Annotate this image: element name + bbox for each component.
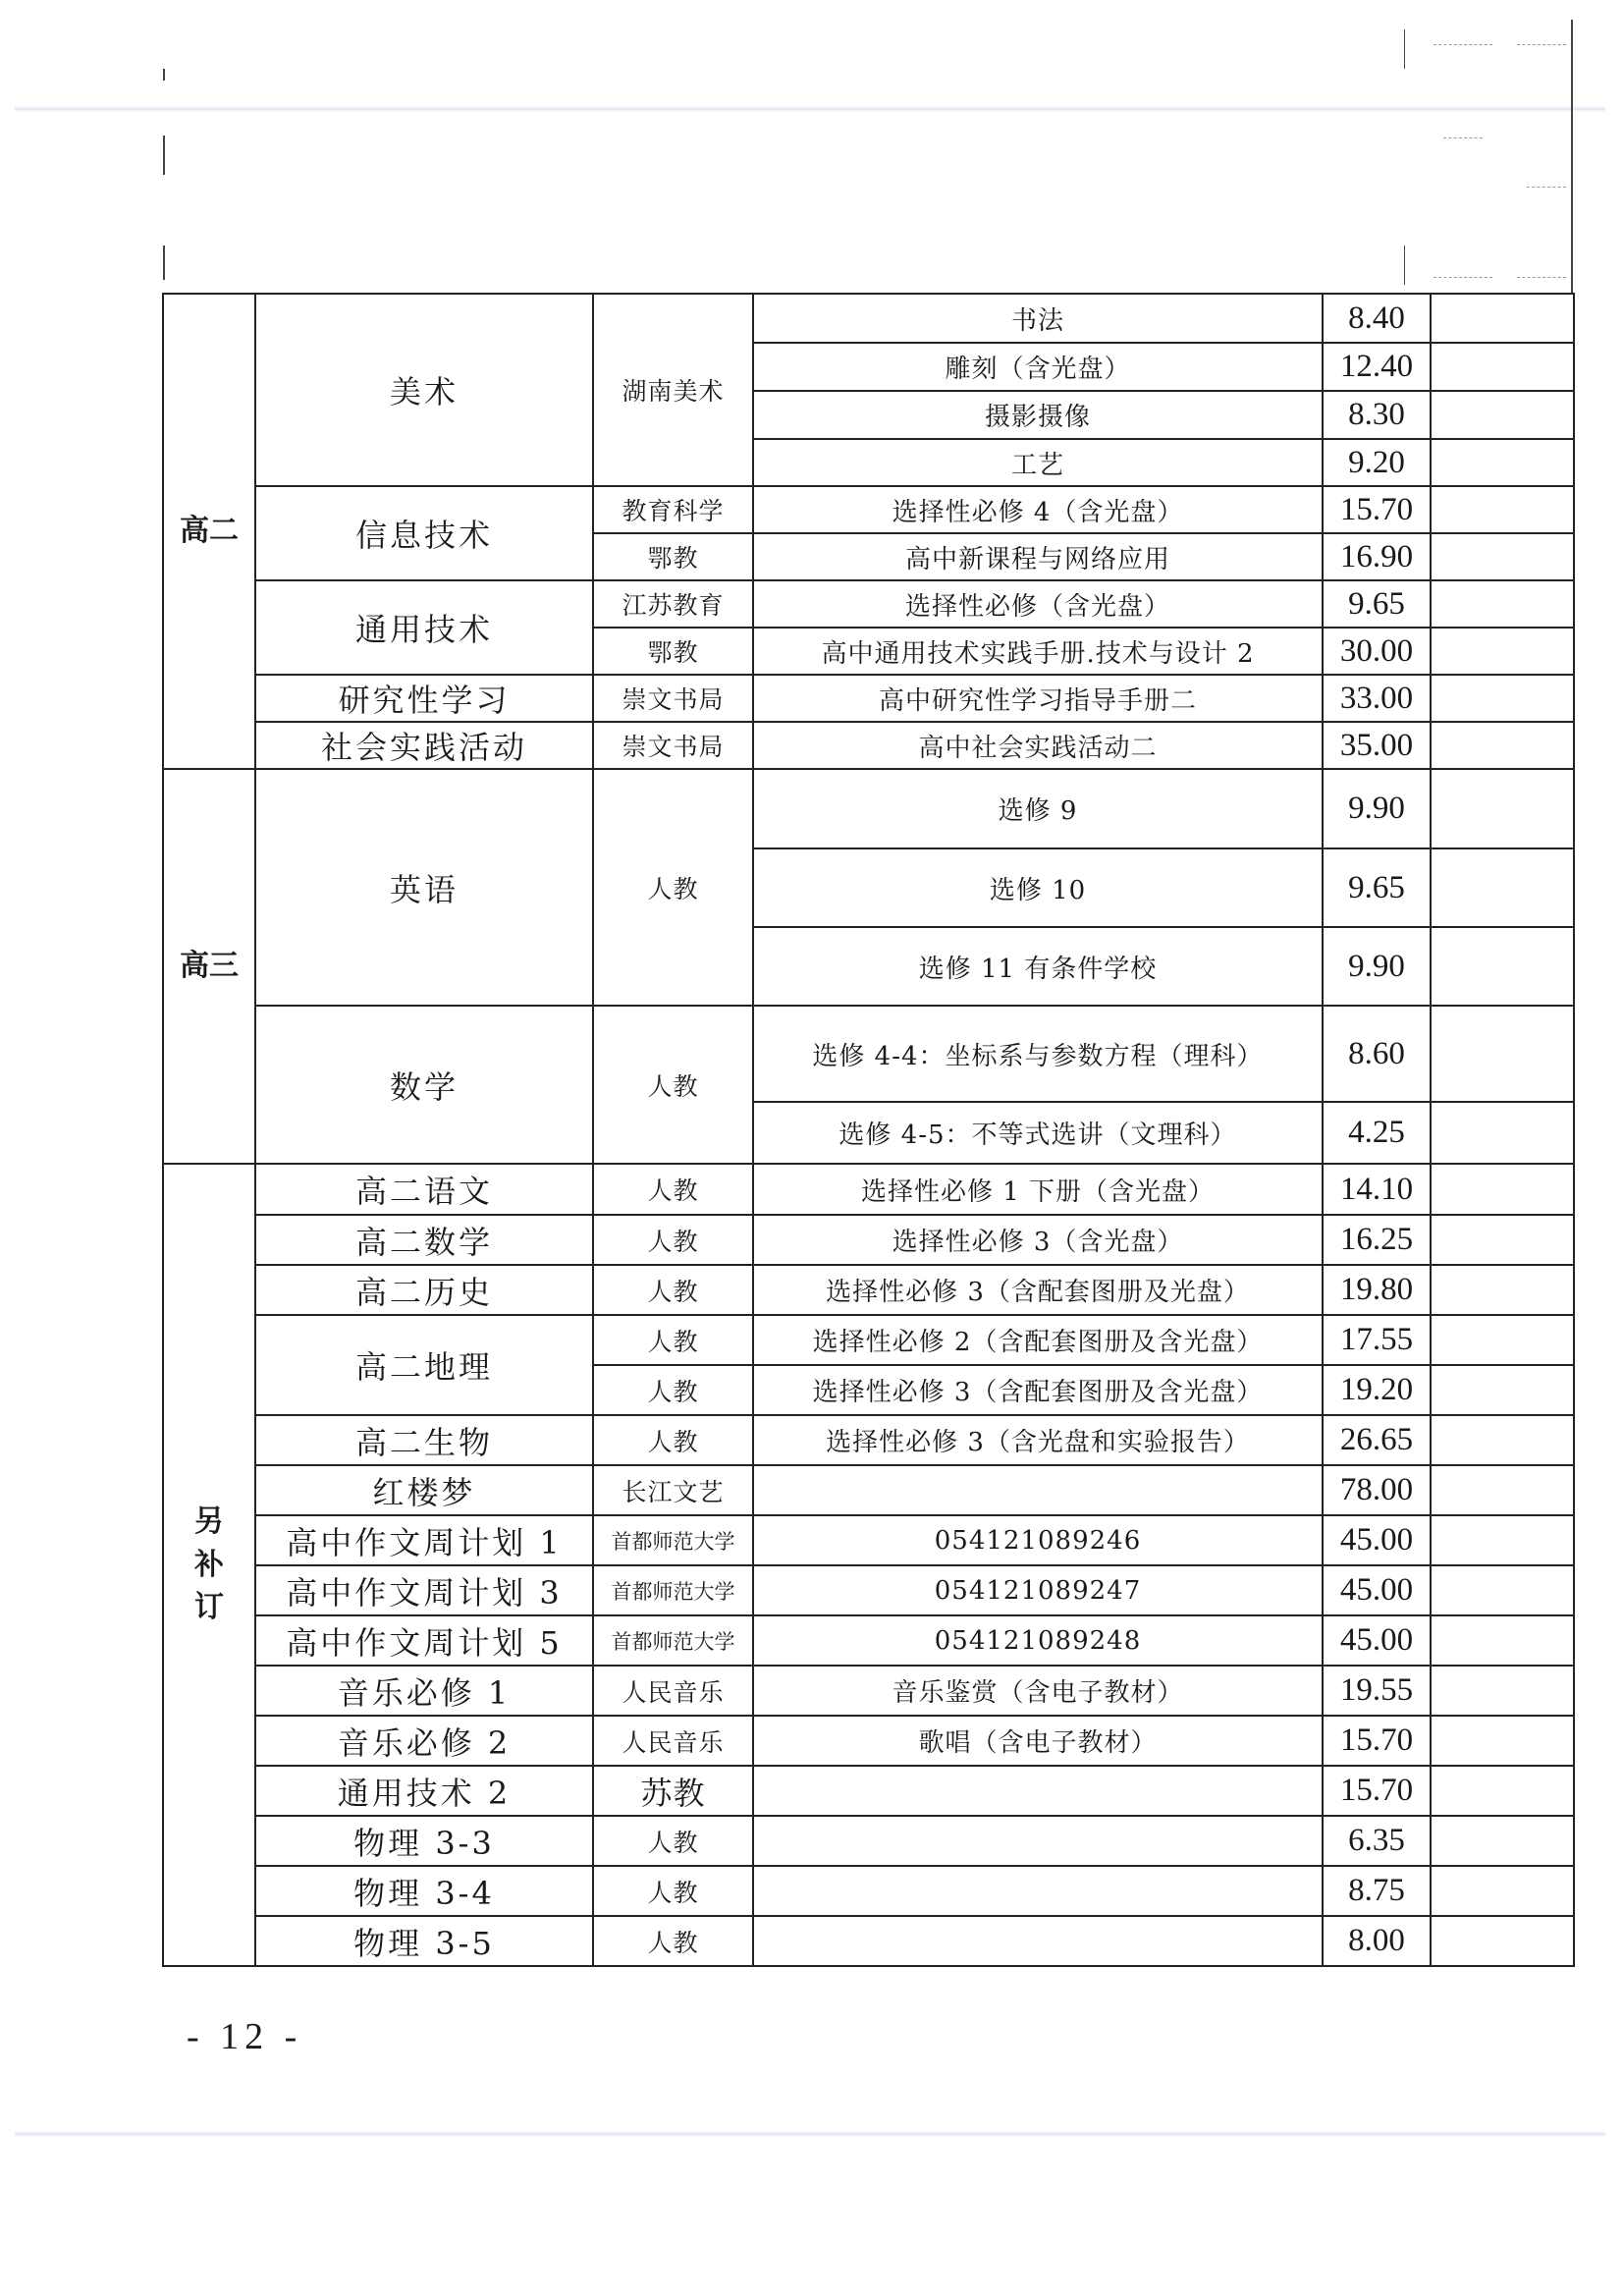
blank-cell: [1431, 769, 1574, 848]
title-cell: 054121089246: [753, 1515, 1323, 1565]
publisher-cell: 人教: [593, 1164, 753, 1215]
publisher-cell: 江苏教育: [593, 580, 753, 628]
blank-cell: [1431, 391, 1574, 439]
title-cell: [753, 1766, 1323, 1816]
table-row: [163, 1716, 1574, 1766]
blank-cell: [1431, 1866, 1574, 1916]
margin-mark: [1404, 29, 1405, 69]
title-cell: 054121089248: [753, 1615, 1323, 1666]
blank-cell: [1431, 1565, 1574, 1615]
title-cell: 选修 11 有条件学校: [753, 927, 1323, 1006]
margin-mark: [163, 69, 165, 81]
title-cell: 选择性必修 3（含光盘）: [753, 1215, 1323, 1265]
table-row: [163, 1215, 1574, 1265]
table-row: [163, 1666, 1574, 1716]
blank-cell: [1431, 580, 1574, 628]
price-cell: 4.25: [1323, 1102, 1431, 1164]
publisher-cell: 首都师范大学: [593, 1615, 753, 1666]
blank-cell: [1431, 1515, 1574, 1565]
publisher-cell: 崇文书局: [593, 675, 753, 722]
publisher-cell: 首都师范大学: [593, 1515, 753, 1565]
price-cell: 45.00: [1323, 1515, 1431, 1565]
publisher-cell: 湖南美术: [593, 294, 753, 486]
table-row: [163, 486, 1574, 533]
title-cell: [753, 1916, 1323, 1966]
page-number: - 12 -: [187, 2016, 303, 2057]
subject-cell: 高中作文周计划 5: [255, 1615, 593, 1666]
title-cell: [753, 1866, 1323, 1916]
subject-cell: 通用技术: [255, 580, 593, 675]
scan-artifact: [1434, 44, 1492, 45]
price-cell: 19.20: [1323, 1365, 1431, 1415]
subject-cell: 高二历史: [255, 1265, 593, 1315]
price-cell: 35.00: [1323, 722, 1431, 769]
price-cell: 15.70: [1323, 1716, 1431, 1766]
blank-cell: [1431, 1666, 1574, 1716]
blank-cell: [1431, 848, 1574, 927]
publisher-cell: 人教: [593, 1415, 753, 1465]
blank-cell: [1431, 1215, 1574, 1265]
publisher-cell: 鄂教: [593, 628, 753, 675]
publisher-cell: 崇文书局: [593, 722, 753, 769]
title-cell: 摄影摄像: [753, 391, 1323, 439]
subject-cell: 高中作文周计划 1: [255, 1515, 593, 1565]
scan-artifact-top: [15, 106, 1605, 112]
price-cell: 9.90: [1323, 769, 1431, 848]
blank-cell: [1431, 533, 1574, 580]
blank-cell: [1431, 628, 1574, 675]
subject-cell: 物理 3-5: [255, 1916, 593, 1966]
table-row: [163, 1565, 1574, 1615]
title-cell: 选择性必修 1 下册（含光盘）: [753, 1164, 1323, 1215]
blank-cell: [1431, 486, 1574, 533]
publisher-cell: 人教: [593, 1816, 753, 1866]
price-cell: 16.25: [1323, 1215, 1431, 1265]
price-cell: 17.55: [1323, 1315, 1431, 1365]
price-cell: 30.00: [1323, 628, 1431, 675]
title-cell: 选择性必修 3（含配套图册及含光盘）: [753, 1365, 1323, 1415]
subject-cell: 信息技术: [255, 486, 593, 580]
table-row: [163, 1515, 1574, 1565]
scan-artifact: [1443, 137, 1483, 138]
table-row: [163, 1816, 1574, 1866]
title-cell: 雕刻（含光盘）: [753, 343, 1323, 391]
title-cell: 选择性必修 3（含光盘和实验报告）: [753, 1415, 1323, 1465]
title-cell: 选择性必修 2（含配套图册及含光盘）: [753, 1315, 1323, 1365]
scan-artifact: [1517, 44, 1566, 45]
price-cell: 8.60: [1323, 1006, 1431, 1102]
blank-cell: [1431, 439, 1574, 486]
price-cell: 8.00: [1323, 1916, 1431, 1966]
table-row: [163, 1465, 1574, 1515]
price-cell: 9.65: [1323, 580, 1431, 628]
table-row: [163, 1315, 1574, 1365]
publisher-cell: 人教: [593, 1006, 753, 1164]
title-cell: 音乐鉴赏（含电子教材）: [753, 1666, 1323, 1716]
subject-cell: 音乐必修 1: [255, 1666, 593, 1716]
title-cell: 选修 10: [753, 848, 1323, 927]
title-cell: 选择性必修（含光盘）: [753, 580, 1323, 628]
subject-cell: 红楼梦: [255, 1465, 593, 1515]
blank-cell: [1431, 1102, 1574, 1164]
scan-artifact: [1527, 187, 1566, 188]
blank-cell: [1431, 343, 1574, 391]
title-cell: 歌唱（含电子教材）: [753, 1716, 1323, 1766]
table-row: [163, 1415, 1574, 1465]
subject-cell: 高二语文: [255, 1164, 593, 1215]
blank-cell: [1431, 675, 1574, 722]
price-cell: 8.40: [1323, 294, 1431, 343]
publisher-cell: 长江文艺: [593, 1465, 753, 1515]
title-cell: 高中通用技术实践手册.技术与设计 2: [753, 628, 1323, 675]
blank-cell: [1431, 1766, 1574, 1816]
table-row: [163, 1265, 1574, 1315]
publisher-cell: 人民音乐: [593, 1716, 753, 1766]
group-label-g4: [163, 1164, 255, 1966]
table-row: [163, 1006, 1574, 1102]
scan-artifact: [1517, 277, 1566, 278]
scan-artifact-bottom: [15, 2131, 1605, 2137]
table-row: [163, 580, 1574, 628]
subject-cell: 通用技术 2: [255, 1766, 593, 1816]
publisher-cell: 人民音乐: [593, 1666, 753, 1716]
price-cell: 16.90: [1323, 533, 1431, 580]
price-cell: 15.70: [1323, 486, 1431, 533]
title-cell: 选修 9: [753, 769, 1323, 848]
price-cell: 6.35: [1323, 1816, 1431, 1866]
publisher-cell: 教育科学: [593, 486, 753, 533]
table-row: [163, 1866, 1574, 1916]
publisher-cell: 人教: [593, 1866, 753, 1916]
title-cell: 选修 4-5：不等式选讲（文理科）: [753, 1102, 1323, 1164]
subject-cell: 高中作文周计划 3: [255, 1565, 593, 1615]
textbook-price-table: [162, 293, 1575, 1967]
subject-cell: 高二数学: [255, 1215, 593, 1265]
price-cell: 45.00: [1323, 1615, 1431, 1666]
price-cell: 33.00: [1323, 675, 1431, 722]
table-row: [163, 294, 1574, 343]
publisher-cell: 人教: [593, 1916, 753, 1966]
price-cell: 19.55: [1323, 1666, 1431, 1716]
price-cell: 45.00: [1323, 1565, 1431, 1615]
publisher-cell: 人教: [593, 1365, 753, 1415]
publisher-cell: 人教: [593, 769, 753, 1006]
table-row: [163, 1766, 1574, 1816]
subject-cell: 高二地理: [255, 1315, 593, 1415]
subject-cell: 美术: [255, 294, 593, 486]
title-cell: 书法: [753, 294, 1323, 343]
title-cell: 选择性必修 4（含光盘）: [753, 486, 1323, 533]
publisher-cell: 首都师范大学: [593, 1565, 753, 1615]
price-cell: 8.75: [1323, 1866, 1431, 1916]
subject-cell: 物理 3-4: [255, 1866, 593, 1916]
blank-cell: [1431, 1006, 1574, 1102]
title-cell: [753, 1816, 1323, 1866]
price-cell: 12.40: [1323, 343, 1431, 391]
group-label-g2: 高二: [163, 294, 255, 769]
price-cell: 9.65: [1323, 848, 1431, 927]
subject-cell: 高二生物: [255, 1415, 593, 1465]
blank-cell: [1431, 1465, 1574, 1515]
price-cell: 78.00: [1323, 1465, 1431, 1515]
title-cell: 选修 4-4：坐标系与参数方程（理科）: [753, 1006, 1323, 1102]
title-cell: 高中新课程与网络应用: [753, 533, 1323, 580]
subject-cell: 英语: [255, 769, 593, 1006]
subject-cell: 音乐必修 2: [255, 1716, 593, 1766]
blank-cell: [1431, 1916, 1574, 1966]
blank-cell: [1431, 722, 1574, 769]
price-cell: 9.20: [1323, 439, 1431, 486]
table-row: [163, 1916, 1574, 1966]
blank-cell: [1431, 1265, 1574, 1315]
blank-cell: [1431, 1164, 1574, 1215]
table-row: [163, 769, 1574, 848]
publisher-cell: 人教: [593, 1315, 753, 1365]
table-row: [163, 675, 1574, 722]
group-label-g3: 高三: [163, 769, 255, 1164]
blank-cell: [1431, 1816, 1574, 1866]
blank-cell: [1431, 1615, 1574, 1666]
price-cell: 15.70: [1323, 1766, 1431, 1816]
blank-cell: [1431, 294, 1574, 343]
title-cell: [753, 1465, 1323, 1515]
title-cell: 选择性必修 3（含配套图册及光盘）: [753, 1265, 1323, 1315]
subject-cell: 研究性学习: [255, 675, 593, 722]
blank-cell: [1431, 1716, 1574, 1766]
publisher-cell: 鄂教: [593, 533, 753, 580]
blank-cell: [1431, 1315, 1574, 1365]
group-label-text: 另补订: [194, 1504, 224, 1625]
price-cell: 14.10: [1323, 1164, 1431, 1215]
title-cell: 高中研究性学习指导手册二: [753, 675, 1323, 722]
price-cell: 8.30: [1323, 391, 1431, 439]
subject-cell: 社会实践活动: [255, 722, 593, 769]
margin-mark: [1571, 20, 1573, 293]
publisher-cell: 人教: [593, 1215, 753, 1265]
price-cell: 9.90: [1323, 927, 1431, 1006]
table-row: [163, 722, 1574, 769]
margin-mark: [163, 246, 165, 280]
title-cell: 工艺: [753, 439, 1323, 486]
title-cell: 054121089247: [753, 1565, 1323, 1615]
blank-cell: [1431, 1365, 1574, 1415]
scan-artifact: [1434, 277, 1492, 278]
publisher-cell: 苏教: [593, 1766, 753, 1816]
title-cell: 高中社会实践活动二: [753, 722, 1323, 769]
margin-mark: [1404, 246, 1405, 285]
margin-mark: [163, 136, 165, 175]
subject-cell: 物理 3-3: [255, 1816, 593, 1866]
subject-cell: 数学: [255, 1006, 593, 1164]
price-cell: 26.65: [1323, 1415, 1431, 1465]
blank-cell: [1431, 1415, 1574, 1465]
blank-cell: [1431, 927, 1574, 1006]
table-row: [163, 1164, 1574, 1215]
price-cell: 19.80: [1323, 1265, 1431, 1315]
publisher-cell: 人教: [593, 1265, 753, 1315]
table-row: [163, 1615, 1574, 1666]
